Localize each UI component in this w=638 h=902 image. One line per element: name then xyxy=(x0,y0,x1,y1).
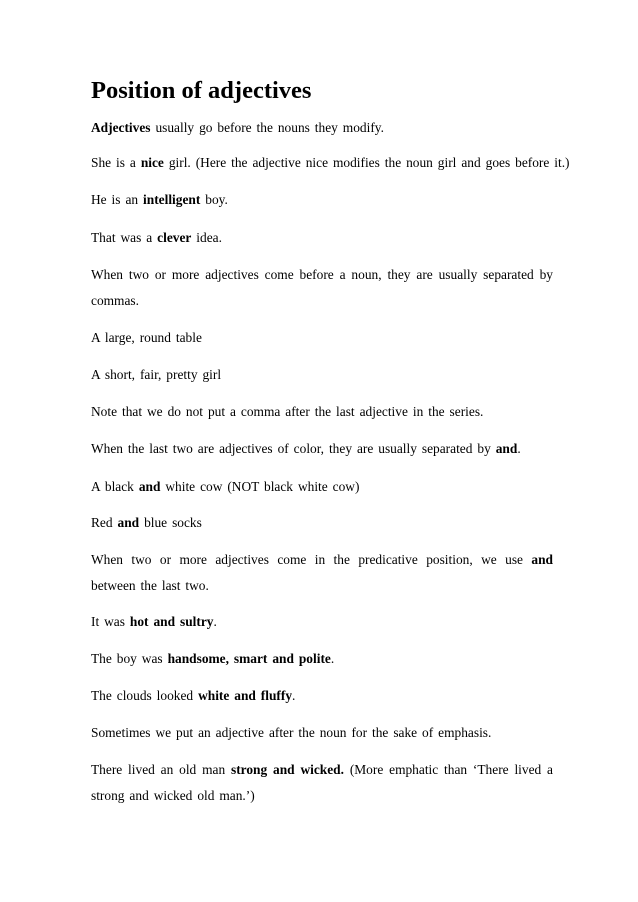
paragraph-text: A black xyxy=(91,479,139,494)
paragraph-text: . xyxy=(213,614,217,629)
bold-term: hot and sultry xyxy=(129,614,214,629)
paragraph-text: When two or more adjectives come in the predicative position, we use xyxy=(91,552,532,567)
bold-term: and xyxy=(531,552,553,567)
page-title: Position of adjectives xyxy=(91,77,312,104)
paragraph-text: He is an xyxy=(91,192,144,207)
paragraph-predicative-rule xyxy=(91,547,553,599)
paragraph-adjectives-placement xyxy=(91,115,553,141)
paragraph-text: The boy was xyxy=(91,651,168,666)
paragraph-text: When the last two are adjectives of color, they are usually separated by xyxy=(91,441,496,456)
bold-term: intelligent xyxy=(143,192,201,207)
paragraph-text: idea. xyxy=(191,230,222,245)
paragraph-text: usually go before the nouns they modify. xyxy=(150,120,384,135)
paragraph-example-large-round xyxy=(91,325,553,351)
paragraph-colors-rule xyxy=(91,436,553,462)
paragraph-example-hot-sultry xyxy=(91,609,553,635)
paragraph-text: It was xyxy=(91,614,130,629)
paragraph-text: A large, round table xyxy=(91,330,202,345)
paragraph-text: There lived an old man xyxy=(91,762,231,777)
paragraph-text: Red xyxy=(91,515,118,530)
paragraph-example-red-blue xyxy=(91,510,553,536)
paragraph-no-final-comma xyxy=(91,399,553,425)
paragraph-text: A short, fair, pretty girl xyxy=(91,367,222,382)
bold-term: and xyxy=(495,441,518,456)
bold-term: strong and wicked. xyxy=(230,762,344,777)
paragraph-text: (More emphatic than ‘There lived a strong and wicked old man.’) xyxy=(91,762,553,803)
paragraph-example-black-white xyxy=(91,474,553,500)
paragraph-example-intelligent xyxy=(91,187,553,213)
paragraph-example-short-fair xyxy=(91,362,553,388)
bold-term: and xyxy=(117,515,140,530)
paragraph-text: boy. xyxy=(200,192,228,207)
paragraph-emphasis-rule xyxy=(91,720,553,746)
bold-term: and xyxy=(138,479,161,494)
paragraph-example-handsome xyxy=(91,646,553,672)
paragraph-text: . xyxy=(330,651,335,666)
paragraph-text: . xyxy=(292,688,296,703)
paragraph-text: blue socks xyxy=(139,515,202,530)
document-page xyxy=(91,0,570,902)
paragraph-text: between the last two. xyxy=(91,578,209,593)
paragraph-text: . xyxy=(517,441,521,456)
paragraph-text: white cow (NOT black white cow) xyxy=(160,479,360,494)
bold-term: nice xyxy=(140,155,164,170)
paragraph-example-strong-wicked xyxy=(91,757,553,809)
paragraph-example-nice xyxy=(91,150,570,176)
bold-term: Adjectives xyxy=(91,120,151,135)
paragraph-text: Note that we do not put a comma after the last adjective in the series. xyxy=(91,404,484,419)
paragraph-text: The clouds looked xyxy=(91,688,199,703)
bold-term: clever xyxy=(157,230,192,245)
bold-term: white and fluffy xyxy=(198,688,293,703)
paragraph-text: Sometimes we put an adjective after the noun for the sake of emphasis. xyxy=(91,725,492,740)
paragraph-example-clever xyxy=(91,225,553,251)
paragraph-example-white-fluffy xyxy=(91,683,553,709)
paragraph-commas-rule xyxy=(91,262,553,314)
paragraph-text: She is a xyxy=(91,155,141,170)
paragraph-text: girl. (Here the adjective nice modifies the noun girl and goes before it.) xyxy=(163,155,570,170)
paragraph-text: That was a xyxy=(91,230,158,245)
paragraph-text: When two or more adjectives come before a noun, they are usually separated by commas. xyxy=(91,267,553,308)
bold-term: handsome, smart and polite xyxy=(167,651,331,666)
